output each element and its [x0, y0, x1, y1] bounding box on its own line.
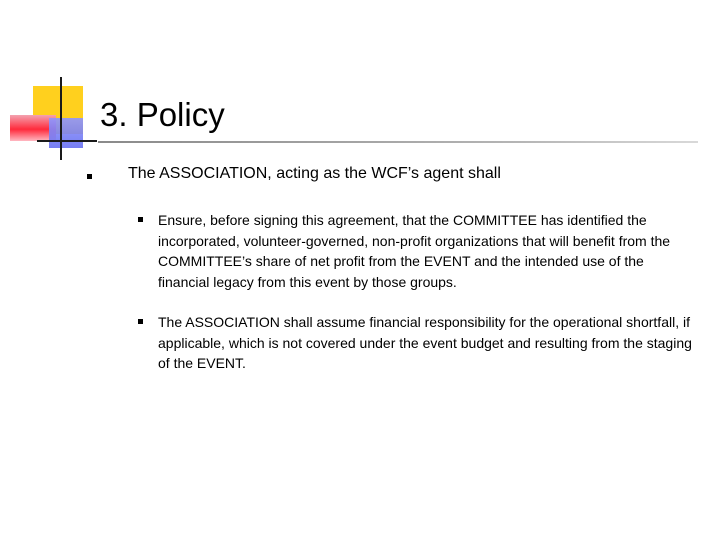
bullet-marker [87, 174, 92, 179]
bullet-text: The ASSOCIATION, acting as the WCF’s agent shall [128, 165, 501, 182]
title-underline [98, 141, 698, 143]
decorative-vertical-line [60, 77, 62, 160]
sub-bullet-text: The ASSOCIATION shall assume financial responsibility for the operational shortfall, if applicable, which is not covered under the event budget and resulting from the staging of the EVENT. [158, 314, 692, 371]
sub-bullet-marker [138, 217, 143, 222]
sub-bullet-marker [138, 319, 143, 324]
decorative-horizontal-line [37, 140, 97, 142]
slide-title: 3. Policy [100, 96, 225, 133]
decorative-blue-square [49, 118, 83, 148]
sub-bullet-text: Ensure, before signing this agreement, that the COMMITTEE has identified the incorporated, volunteer-governed, non-profit organizations that will benefit from the COMMITTEE’s share of net profit from the EVENT and the intended use of the financial legacy from this event by those groups. [158, 212, 671, 290]
